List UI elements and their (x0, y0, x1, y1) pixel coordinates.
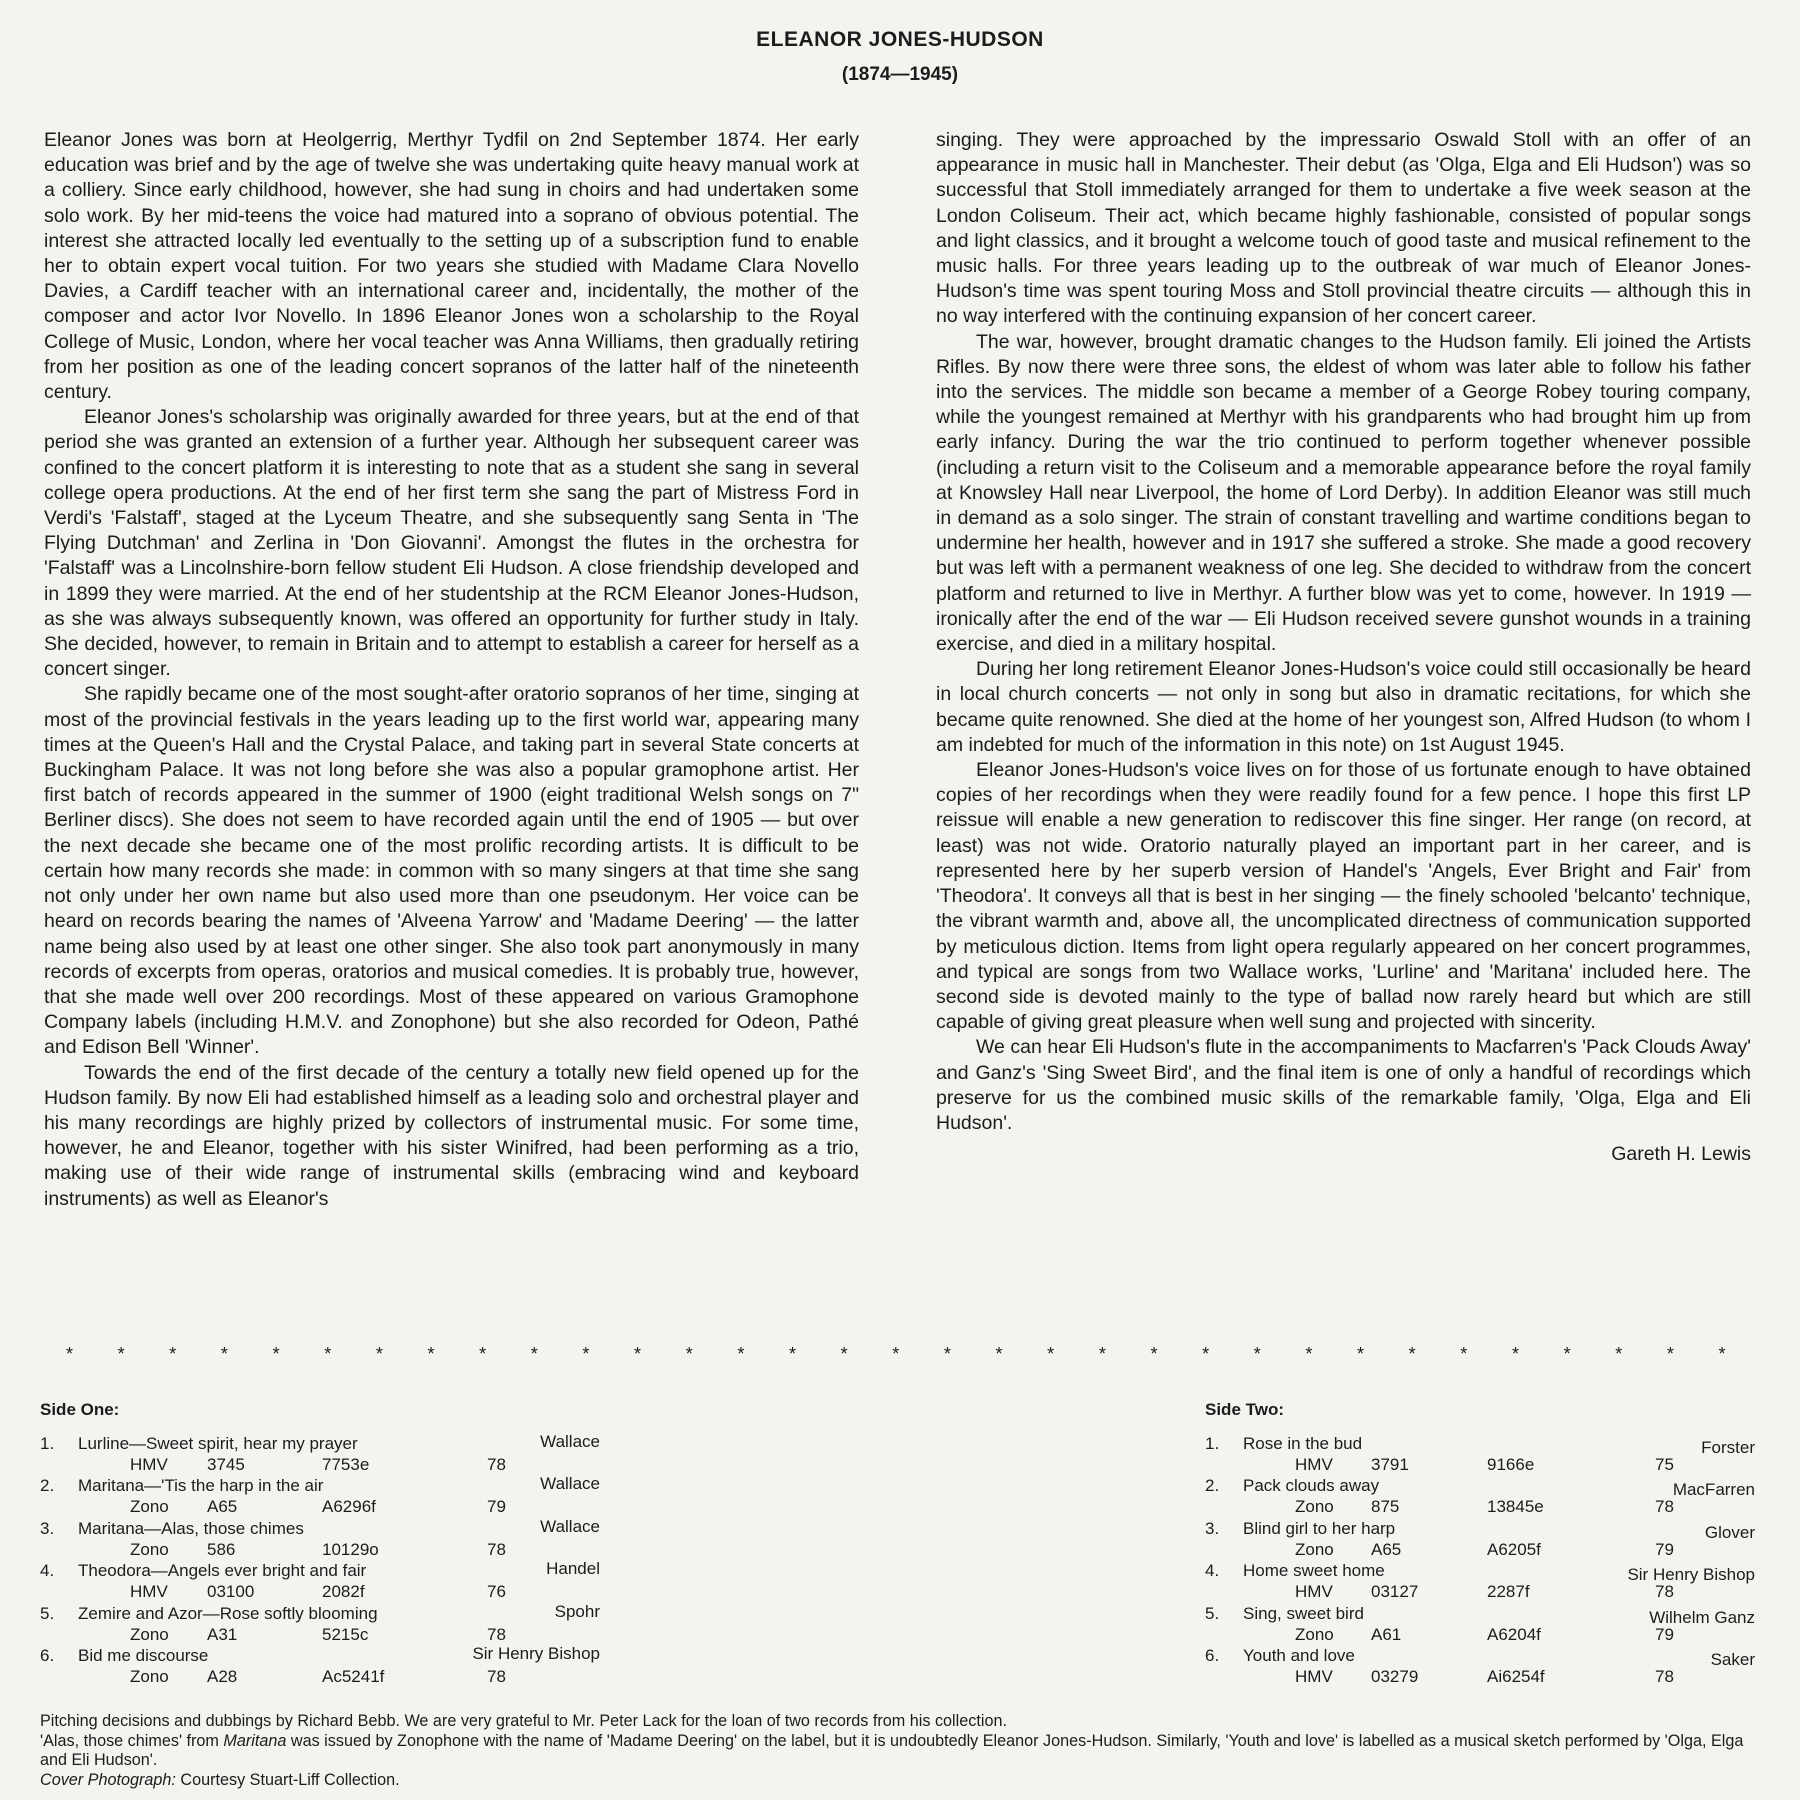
record-label: Zono (130, 1666, 169, 1686)
paragraph: singing. They were approached by the impressario Oswald Stoll with an offer of an appearance in music hall in Manchester. Their debut (as 'Olga, Elga and Eli Hudson') was so successful that Stoll immediately arranged for them to undertake a five week season at the London Coliseum. Their act, which became highly fashionable, consisted of popular songs and light classics, and it brought a welcome touch of good taste and musical refinement to the music halls. For three years leading up to the outbreak of war much of Eleanor Jones-Hudson's time was spent touring Moss and Stoll provincial theatre circuits — although this in no way interfered with the continuing expansion of her concert career. (936, 129, 1751, 328)
paragraph: Eleanor Jones-Hudson's voice lives on for those of us fortunate enough to have obtained copies of her recordings when they were readily found for a few pence. I hope this first LP reissue will enable a new generation to rediscover this fine singer. Her range (on record, at least) was not wide. Oratorio naturally played an important part in her career, and is represented here by her superb version of Handel's 'Angels, Ever Bright and Fair' from 'Theodora'. It conveys all that is best in her singing — the finely schooled 'belcanto' technique, the vibrant warmth and, above all, the uncomplicated directness of communication supported by meticulous diction. Items from light opera regularly appeared on her concert programmes, and typical are songs from two Wallace works, 'Lurline' and 'Maritana' included here. The second side is devoted mainly to the type of ballad now rarely heard but which are still capable of giving great pleasure when well sung and projected with sincerity. (936, 759, 1751, 1034)
page-title: ELEANOR JONES-HUDSON (756, 28, 1044, 51)
record-speed: 78 (1655, 1666, 1674, 1686)
right-column (936, 128, 1751, 1167)
track-title: Maritana—Alas, those chimes (78, 1518, 304, 1538)
author-signature: Gareth H. Lewis (1611, 1143, 1751, 1166)
track-row (40, 1601, 600, 1646)
separator-star: * (1357, 1344, 1365, 1364)
record-speed: 78 (487, 1666, 506, 1686)
track-title: Bid me discourse (78, 1645, 209, 1665)
separator-star: * (117, 1344, 125, 1364)
record-speed: 78 (487, 1539, 506, 1559)
side-two-tracks (1205, 1434, 1755, 1688)
catalog-number: A28 (207, 1666, 238, 1686)
record-label: Zono (130, 1624, 169, 1644)
matrix-number: 7753e (322, 1455, 370, 1474)
photo-label: Cover Photograph: (40, 1770, 176, 1789)
separator-star: * (1253, 1344, 1261, 1364)
catalog-number: 586 (207, 1539, 236, 1559)
separator-star: * (685, 1344, 693, 1364)
track-number: 3. (40, 1518, 55, 1538)
track-composer: Sir Henry Bishop (1627, 1565, 1755, 1585)
paragraph: Towards the end of the first decade of the century a totally new field opened up for the Hudson family. By now Eli had established himself as a leading solo and orchestral player and his many recordings are highly prized by collectors of instrumental music. For some time, however, he and Eleanor, together with his sister Winifred, had been performing as a trio, making use of their wide range of instrumental skills (embracing wind and keyboard instruments) as well as Eleanor's (44, 1061, 859, 1210)
separator-star: * (1718, 1344, 1726, 1364)
track-row (1205, 1434, 1755, 1476)
side-one-heading: Side One: (40, 1400, 120, 1419)
separator-star: * (943, 1344, 951, 1364)
matrix-number: A6204f (1487, 1624, 1541, 1644)
catalog-number: 03100 (207, 1582, 255, 1602)
track-title: Lurline—Sweet spirit, hear my prayer (78, 1434, 358, 1453)
track-title: Pack clouds away (1243, 1476, 1380, 1496)
record-label: HMV (130, 1455, 168, 1474)
track-row (1205, 1561, 1755, 1603)
record-label: HMV (1295, 1582, 1333, 1602)
separator-star: * (1460, 1344, 1468, 1364)
record-speed: 79 (1655, 1624, 1674, 1644)
matrix-number: 2082f (322, 1582, 365, 1602)
track-title: Blind girl to her harp (1243, 1518, 1396, 1538)
note-start: 'Alas, those chimes' from (40, 1731, 224, 1750)
left-column (44, 128, 859, 1212)
separator-star: * (634, 1344, 642, 1364)
track-row (40, 1476, 600, 1518)
paragraph: The war, however, brought dramatic changes to the Hudson family. Eli joined the Artists Rifles. By now there were three sons, the eldest of whom was later able to follow his father into the services. The middle son became a member of a George Robey touring company, while the youngest remained at Merthyr with his grandparents who had brought him up from early infancy. During the war the trio continued to perform together whenever possible (including a return visit to the Coliseum and a memorable appearance before the royal family at Knowsley Hall near Liverpool, the home of Lord Derby). In addition Eleanor was still much in demand as a solo singer. The strain of constant travelling and wartime conditions began to undermine her health, however and in 1917 she suffered a stroke. She made a good recovery but was left with a permanent weakness of one leg. She decided to withdraw from the concert platform and returned to live in Merthyr. A further blow was yet to come, however. In 1919 — ironically after the end of the war — Eli Hudson received severe gunshot wounds in a training exercise, and died in a military hospital. (936, 330, 1751, 656)
separator-star: * (66, 1344, 74, 1364)
track-number: 4. (40, 1561, 55, 1581)
track-title: Theodora—Angels ever bright and fair (78, 1561, 367, 1581)
catalog-number: A31 (207, 1624, 238, 1644)
track-row (40, 1643, 600, 1688)
separator-star: * (840, 1344, 848, 1364)
matrix-number: 5215c (322, 1624, 369, 1644)
track-composer: Wilhelm Ganz (1649, 1607, 1755, 1627)
separator-star: * (1563, 1344, 1571, 1364)
record-speed: 79 (1655, 1539, 1674, 1559)
note-end: was issued by Zonophone with the name of 'Madame Deering' on the label, but it is undoubtedly Eleanor Jones-Hudson. Similarly, 'Youth and love' is labelled as a musical sketch performed by 'Olga, Elga and Eli Hudson'. (40, 1731, 1744, 1769)
side-one-tracks (40, 1434, 600, 1688)
track-row (40, 1561, 600, 1603)
separator-star: * (427, 1344, 435, 1364)
paragraph: She rapidly became one of the most sought-after oratorio sopranos of her time, singing at most of the provincial festivals in the years leading up to the first world war, appearing many times at the Queen's Hall and the Crystal Palace, and taking part in several State concerts at Buckingham Palace. It was not long before she was also a popular gramophone artist. Her first batch of records appeared in the summer of 1900 (eight traditional Welsh songs on 7" Berliner discs). She does not seem to have recorded again until the end of 1905 — but over the next decade she became one of the most prolific recording artists. It is difficult to be certain how many records she made: in common with so many singers at that time she sang not only under her own name but also used more than one pseudonym. Her voice can be heard on records bearing the names of 'Alveena Yarrow' and 'Madame Deering' — the latter name being also used by at least one other singer. She also took part anonymously in many records of excerpts from operas, oratorios and musical comedies. It is probably true, however, that she made well over 200 recordings. Most of these appeared on various Gramophone Company labels (including H.M.V. and Zonophone) but she also recorded for Odeon, Pathé and Edison Bell 'Winner'. (44, 683, 859, 1059)
catalog-number: A61 (1371, 1624, 1402, 1644)
page-dates: (1874—1945) (841, 64, 959, 85)
paragraph: During her long retirement Eleanor Jones-Hudson's voice could still occasionally be heard in local church concerts — not only in song but also in dramatic recitations, for which she became quite renowned. She died at the home of her youngest son, Alfred Hudson (to whom I am indebted for much of the information in this note) on 1st August 1945. (936, 658, 1751, 756)
side-one-tracklist (40, 1400, 600, 1688)
matrix-number: Ac5241f (322, 1666, 385, 1686)
track-title: Youth and love (1243, 1645, 1355, 1665)
track-title: Sing, sweet bird (1243, 1603, 1364, 1623)
separator-star: * (375, 1344, 383, 1364)
track-number: 3. (1205, 1518, 1220, 1538)
separator-star: * (995, 1344, 1003, 1364)
separator-star: * (1511, 1344, 1519, 1364)
track-number: 6. (1205, 1645, 1220, 1665)
record-speed: 75 (1655, 1455, 1674, 1474)
track-composer: Sir Henry Bishop (472, 1643, 600, 1663)
track-number: 2. (40, 1476, 55, 1496)
separator-star: * (1150, 1344, 1158, 1364)
record-speed: 78 (1655, 1582, 1674, 1602)
track-title: Maritana—'Tis the harp in the air (78, 1476, 324, 1496)
paragraph: Eleanor Jones's scholarship was originally awarded for three years, but at the end of that period she was granted an extension of a further year. Although her subsequent career was confined to the concert platform it is interesting to note that as a student she sang in several college opera productions. At the end of her first term she sang the part of Mistress Ford in Verdi's 'Falstaff', staged at the Lyceum Theatre, and she subsequently sang Senta in 'The Flying Dutchman' and Zerlina in 'Don Giovanni'. Amongst the flutes in the orchestra for 'Falstaff' was a Lincolnshire-born fellow student Eli Hudson. A close friendship developed and in 1899 they were married. At the end of her studentship at the RCM Eleanor Jones-Hudson, as she was always subsequently known, was offered an opportunity for further study in Italy. She decided, however, to remain in Britain and to attempt to establish a career for herself as a concert singer. (44, 406, 859, 681)
track-number: 1. (40, 1434, 55, 1453)
header (0, 28, 1800, 86)
star-separator (66, 1344, 1726, 1365)
track-number: 4. (1205, 1561, 1220, 1581)
separator-star: * (272, 1344, 280, 1364)
record-label: Zono (1295, 1624, 1334, 1644)
matrix-number: 2287f (1487, 1582, 1530, 1602)
record-label: HMV (1295, 1666, 1333, 1686)
catalog-number: 3745 (207, 1455, 245, 1474)
catalog-number: 03127 (1371, 1582, 1419, 1602)
matrix-number: A6205f (1487, 1539, 1541, 1559)
track-composer: Wallace (540, 1474, 600, 1494)
record-speed: 79 (487, 1497, 506, 1517)
paragraph: Eleanor Jones was born at Heolgerrig, Merthyr Tydfil on 2nd September 1874. Her early education was brief and by the age of twelve she was undertaking quite heavy manual work at a colliery. Since early childhood, however, she had sung in choirs and had undertaken some solo work. By her mid-teens the voice had matured into a soprano of obvious potential. The interest she attracted locally led eventually to the setting up of a subscription fund to enable her to obtain expert vocal tuition. For two years she studied with Madame Clara Novello Davies, a Cardiff teacher with an international career and, incidentally, the mother of the composer and actor Ivor Novello. In 1896 Eleanor Jones won a scholarship to the Royal College of Music, London, where her vocal teacher was Anna Williams, then gradually retiring from her position as one of the leading concert sopranos of the latter half of the nineteenth century. (44, 129, 859, 404)
track-row (1205, 1604, 1755, 1646)
footer-notes (40, 1712, 1760, 1790)
track-composer: Wallace (540, 1432, 600, 1451)
separator-star: * (737, 1344, 745, 1364)
separator-star: * (1666, 1344, 1674, 1364)
catalog-number: 03279 (1371, 1666, 1419, 1686)
record-label: Zono (130, 1539, 169, 1559)
track-composer: MacFarren (1672, 1480, 1755, 1500)
catalog-number: 875 (1371, 1497, 1400, 1517)
separator-star: * (582, 1344, 590, 1364)
separator-star: * (169, 1344, 177, 1364)
record-speed: 78 (487, 1624, 506, 1644)
note-line (40, 1732, 1760, 1771)
separator-star: * (479, 1344, 487, 1364)
catalog-number: A65 (1371, 1539, 1402, 1559)
separator-star: * (892, 1344, 900, 1364)
track-composer: Forster (1701, 1438, 1755, 1457)
note-italic: Maritana (223, 1731, 287, 1750)
track-number: 1. (1205, 1434, 1220, 1453)
separator-star: * (1098, 1344, 1106, 1364)
track-title: Home sweet home (1243, 1561, 1385, 1581)
credits-line: Pitching decisions and dubbings by Richard Bebb. We are very grateful to Mr. Peter Lack for the loan of two records from his collection. (40, 1712, 1007, 1730)
side-two-tracklist (1205, 1400, 1755, 1688)
record-label: HMV (1295, 1455, 1333, 1474)
catalog-number: 3791 (1371, 1455, 1409, 1474)
paragraph: We can hear Eli Hudson's flute in the accompaniments to Macfarren's 'Pack Clouds Away' and Ganz's 'Sing Sweet Bird', and the final item is one of only a handful of recordings which preserve for us the combined music skills of the remarkable family, 'Olga, Elga and Eli Hudson'. (936, 1036, 1751, 1134)
record-speed: 78 (1655, 1497, 1674, 1517)
separator-star: * (324, 1344, 332, 1364)
separator-star: * (220, 1344, 228, 1364)
photo-credit-line (40, 1771, 1760, 1791)
record-speed: 78 (487, 1455, 506, 1474)
separator-star: * (1202, 1344, 1210, 1364)
matrix-number: 13845e (1487, 1497, 1544, 1517)
track-composer: Saker (1710, 1649, 1755, 1669)
matrix-number: 10129o (322, 1539, 379, 1559)
track-row (1205, 1646, 1755, 1688)
matrix-number: 9166e (1487, 1455, 1535, 1474)
record-label: Zono (130, 1497, 169, 1517)
side-two-heading: Side Two: (1205, 1400, 1285, 1419)
track-title: Rose in the bud (1243, 1434, 1363, 1453)
track-row (1205, 1476, 1755, 1518)
track-composer: Glover (1704, 1522, 1755, 1542)
track-composer: Wallace (540, 1516, 600, 1536)
track-number: 5. (40, 1603, 55, 1623)
track-row (40, 1516, 600, 1561)
track-row (1205, 1519, 1755, 1561)
track-number: 6. (40, 1645, 55, 1665)
track-composer: Spohr (554, 1601, 600, 1621)
separator-star: * (530, 1344, 538, 1364)
record-label: Zono (1295, 1539, 1334, 1559)
separator-star: * (1305, 1344, 1313, 1364)
record-speed: 76 (487, 1582, 506, 1602)
track-row (40, 1434, 600, 1476)
separator-star: * (1408, 1344, 1416, 1364)
catalog-number: A65 (207, 1497, 238, 1517)
separator-star: * (1615, 1344, 1623, 1364)
photo-credit: Courtesy Stuart-Liff Collection. (175, 1770, 400, 1789)
record-label: HMV (130, 1582, 168, 1602)
track-number: 2. (1205, 1476, 1220, 1496)
matrix-number: A6296f (322, 1497, 376, 1517)
matrix-number: Ai6254f (1487, 1666, 1545, 1686)
separator-star: * (788, 1344, 796, 1364)
track-number: 5. (1205, 1603, 1220, 1623)
record-label: Zono (1295, 1497, 1334, 1517)
track-composer: Handel (546, 1559, 600, 1579)
separator-star: * (1047, 1344, 1055, 1364)
track-title: Zemire and Azor—Rose softly blooming (78, 1603, 378, 1623)
